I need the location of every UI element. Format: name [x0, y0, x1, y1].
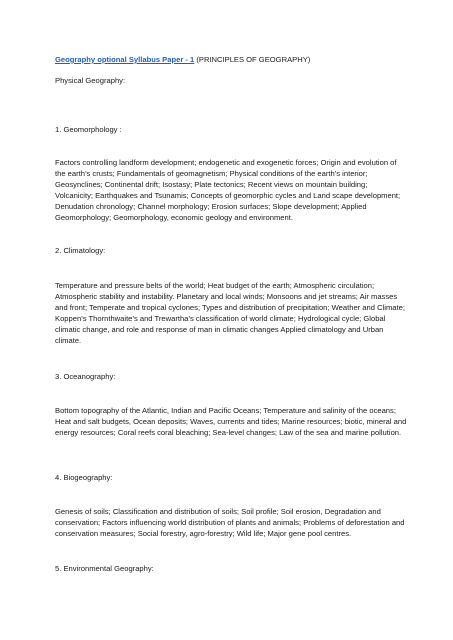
section-body-biogeography: Genesis of soils; Classification and distribution of soils; Soil profile; Soil erosion, Degradation and conservation; Factors influencing world distribution of plants and animals; Problems of deforestation and conservation measures; Social forestry, agro-forestry; Wild life; Major gene pool centres. — [55, 507, 405, 538]
syllabus-title-suffix: (PRINCIPLES OF GEOGRAPHY) — [194, 55, 311, 64]
document-title — [55, 54, 407, 65]
section-heading-oceanography: 3. Oceanography: — [55, 372, 116, 381]
section-heading-geomorphology: 1. Geomorphology : — [55, 125, 122, 134]
section-heading-environmental-geography: 5. Environmental Geography: — [55, 564, 154, 573]
section-heading-climatology: 2. Climatology: — [55, 246, 106, 255]
syllabus-title-link[interactable]: Geography optional Syllabus Paper - 1 — [55, 55, 195, 64]
section-heading-biogeography: 4. Biogeography: — [55, 473, 113, 482]
section-subtitle: Physical Geography: — [55, 76, 126, 85]
section-body-climatology: Temperature and pressure belts of the world; Heat budget of the earth; Atmospheric circulation; Atmospheric stability and instability. Planetary and local winds; Monsoons and jet streams; Air masses and front; Temperate and tropical cyclones; Types and distribution of precipitation; Weather and Climate; Koppen’s Thornthwaite’s and Trewartha’s classification of world climate; Hydrological cycle; Global climatic change, and role and response of man in climatic changes Applied climatology and Urban climate. — [55, 281, 405, 345]
section-body-oceanography: Bottom topography of the Atlantic, Indian and Pacific Oceans; Temperature and salinity of the oceans; Heat and salt budgets, Ocean deposits; Waves, currents and tides; Marine resources; biotic, mineral and energy resources; Coral reefs coral bleaching; Sea-level changes; Law of the sea and marine pollution. — [55, 406, 407, 437]
section-body-geomorphology: Factors controlling landform development; endogenetic and exogenetic forces; Origin and evolution of the earth’s crusts; Fundamentals of geomagnetism; Physical conditions of the earth’s interior; Geosynclines; Continental drift; Isostasy; Plate tectonics; Recent views on mountain building; Volcanicity; Earthquakes and Tsunamis; Concepts of geomorphic cycles and Land scape development; Denudation chronology; Channel morphology; Erosion surfaces; Slope development; Applied Geomorphology; Geomorphology, economic geology and environment. — [55, 158, 401, 222]
